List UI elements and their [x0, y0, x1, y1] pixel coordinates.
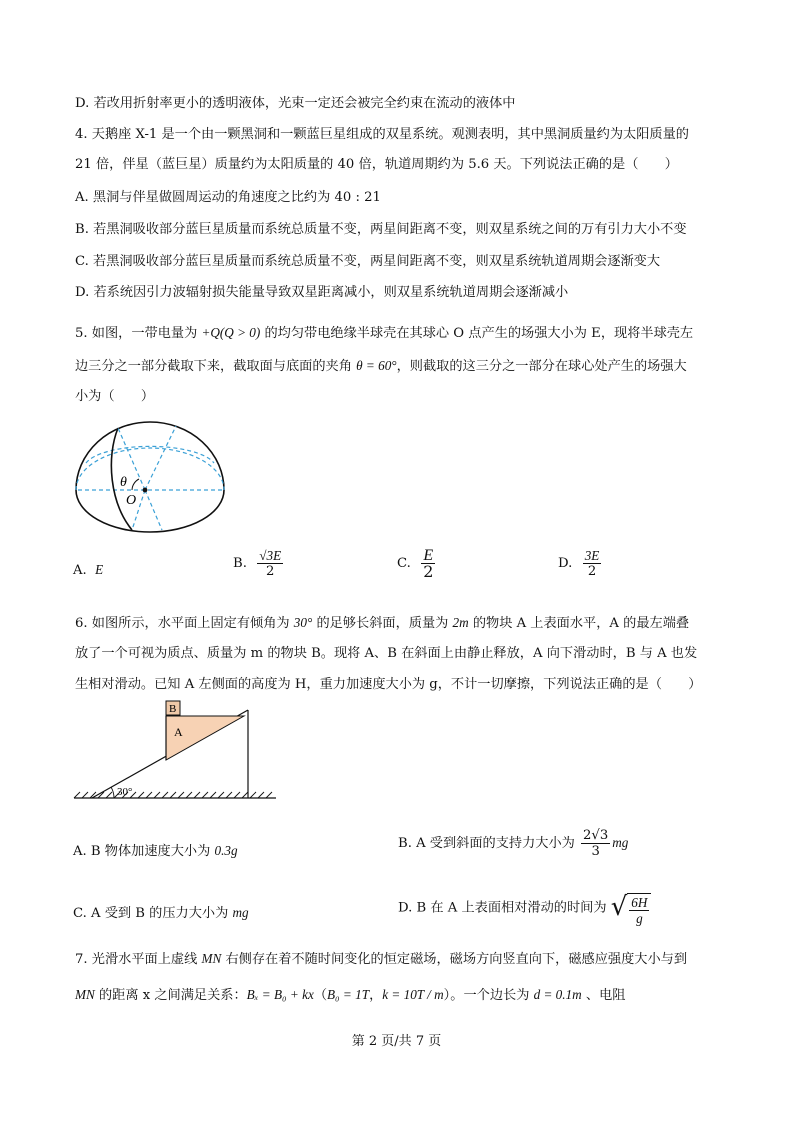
q7-mn: MN [201, 951, 222, 966]
q6-b-den: 3 [591, 844, 600, 859]
q5-c-label: C. [397, 556, 411, 571]
q5-b-den: 2 [266, 564, 275, 579]
center-label: O [126, 493, 137, 508]
q5-b-num: √3E [259, 548, 282, 563]
q7-paren-open: （ [313, 988, 327, 1003]
q6-stem-line2: 放了一个可视为质点、质量为 m 的物块 B。现将 A、B 在斜面上由静止释放，A 向下滑动时，B 与 A 也发 [75, 646, 698, 661]
q6-a-value: 0.3g [214, 843, 238, 858]
q6-text-2: 的足够长斜面，质量为 [312, 616, 453, 631]
incline-figure [70, 698, 280, 804]
q6-d-text: D. B 在 A 上表面相对滑动的时间为 [398, 900, 611, 916]
q6-option-d: D. B 在 A 上表面相对滑动的时间为 √ $\frac{6H}{g}$ [398, 890, 651, 926]
q5-stem-line1 [75, 324, 693, 343]
hemisphere-figure [70, 418, 230, 548]
q6-c-value: mg [232, 905, 249, 920]
q6-stem-line3: 生相对滑动。已知 A 左侧面的高度为 H，重力加速度大小为 g，不计一切摩擦，下列说法正确的是（ ） [75, 677, 702, 692]
q6-text-1: 6. 如图所示，水平面上固定有倾角为 [75, 616, 294, 631]
q5-text-4: ，则截取的这三分之一部分在球心处产生的场强大 [396, 359, 687, 374]
q6-b-num: 2√3 [583, 828, 609, 843]
q6-mass: 2m [452, 615, 469, 630]
q5-option-a [73, 561, 103, 580]
q5-stem-line3: 小为（ ） [75, 389, 155, 404]
q5-b-label: B. [233, 556, 247, 571]
q3-option-d: D. 若改用折射率更小的透明液体，光束一定还会被完全约束在流动的液体中 [75, 96, 516, 111]
q5-option-b [233, 548, 285, 579]
q6-c-text: C. A 受到 B 的压力大小为 [73, 906, 233, 921]
q5-option-c [397, 548, 437, 579]
q6-b-unit: mg [612, 835, 629, 850]
q4-option-a: A. 黑洞与伴星做圆周运动的角速度之比约为 40 : 21 [75, 190, 381, 205]
q5-a-label: A. [73, 563, 87, 578]
q6-stem-line1 [75, 614, 689, 633]
q4-option-c: C. 若黑洞吸收部分蓝巨星质量而系统总质量不变，两星间距离不变，则双星系统轨道周期会逐渐变大 [75, 254, 661, 269]
q5-option-d [558, 548, 603, 579]
q4-stem-line2: 21 倍，伴星（蓝巨星）质量约为太阳质量的 40 倍，轨道周期约为 5.6 天。下列说法正确的是（ ） [75, 157, 678, 172]
theta-label: θ [120, 475, 127, 490]
q4-option-b: B. 若黑洞吸收部分蓝巨星质量而系统总质量不变，两星间距离不变，则双星系统之间的万有引力大小不变 [75, 222, 687, 237]
q5-c-den: 2 [423, 562, 434, 581]
q5-d-label: D. [558, 556, 573, 571]
q5-d-num: 3E [584, 548, 600, 563]
q7-stem-line2 [75, 986, 625, 1005]
q7-comma: ， [369, 988, 383, 1003]
q7-text-2: 右侧存在着不随时间变化的恒定磁场，磁场方向竖直向下，磁感应强度大小与到 [221, 952, 688, 967]
q6-a-text: A. B 物体加速度大小为 [73, 844, 215, 859]
block-b-label: B [169, 703, 177, 715]
q5-stem-line2 [75, 357, 687, 376]
q6-text-3: 的物块 A 上表面水平，A 的最左端叠 [468, 616, 690, 631]
q7-text-3: 的距离 x 之间满足关系： [94, 988, 247, 1003]
q7-text-5: 、电阻 [581, 988, 626, 1003]
q6-angle: 30° [293, 615, 313, 630]
q6-d-num: 6H [631, 895, 648, 910]
q7-b0: B₀ = 1T [327, 987, 370, 1002]
q5-text-3: 边三分之一部分截取下来，截取面与底面的夹角 [75, 359, 357, 374]
q4-option-d: D. 若系统因引力波辐射损失能量导致双星距离减小，则双星系统轨道周期会逐渐减小 [75, 285, 569, 300]
q6-option-b [398, 828, 628, 859]
q7-text-1: 7. 光滑水平面上虚线 [75, 952, 202, 967]
q7-stem-line1 [75, 950, 687, 969]
q4-stem-line1: 4. 天鹅座 X-1 是一个由一颗黑洞和一颗蓝巨星组成的双星系统。观测表明，其中黑洞质量约为太阳质量的 [75, 127, 689, 142]
q6-b-text: B. A 受到斜面的支持力大小为 [398, 836, 580, 851]
q7-mn-2: MN [75, 987, 95, 1002]
q6-d-den: g [636, 911, 643, 926]
q7-k: k = 10T / m [382, 987, 444, 1002]
q5-c-num: E [423, 547, 434, 564]
page-footer: 第 2 页/共 7 页 [351, 1034, 442, 1049]
q5-angle: θ = 60° [356, 358, 397, 373]
q5-text-1: 5. 如图，一带电量为 [75, 326, 202, 341]
q7-d: d = 0.1m [533, 987, 582, 1002]
block-a-label: A [174, 725, 183, 739]
q6-option-a [73, 842, 238, 861]
q5-charge: +Q(Q > 0) [201, 325, 261, 340]
q7-formula: Bₓ = B₀ + kx [246, 987, 314, 1002]
q5-text-2: 的均匀带电绝缘半球壳在其球心 O 点产生的场强大小为 E，现将半球壳左 [260, 326, 694, 341]
q5-a-value: E [95, 562, 104, 577]
q7-text-4: ）。一个边长为 [443, 988, 534, 1003]
q5-d-den: 2 [587, 564, 597, 579]
q6-option-c [73, 904, 249, 923]
incline-angle-label: 30° [117, 786, 133, 798]
